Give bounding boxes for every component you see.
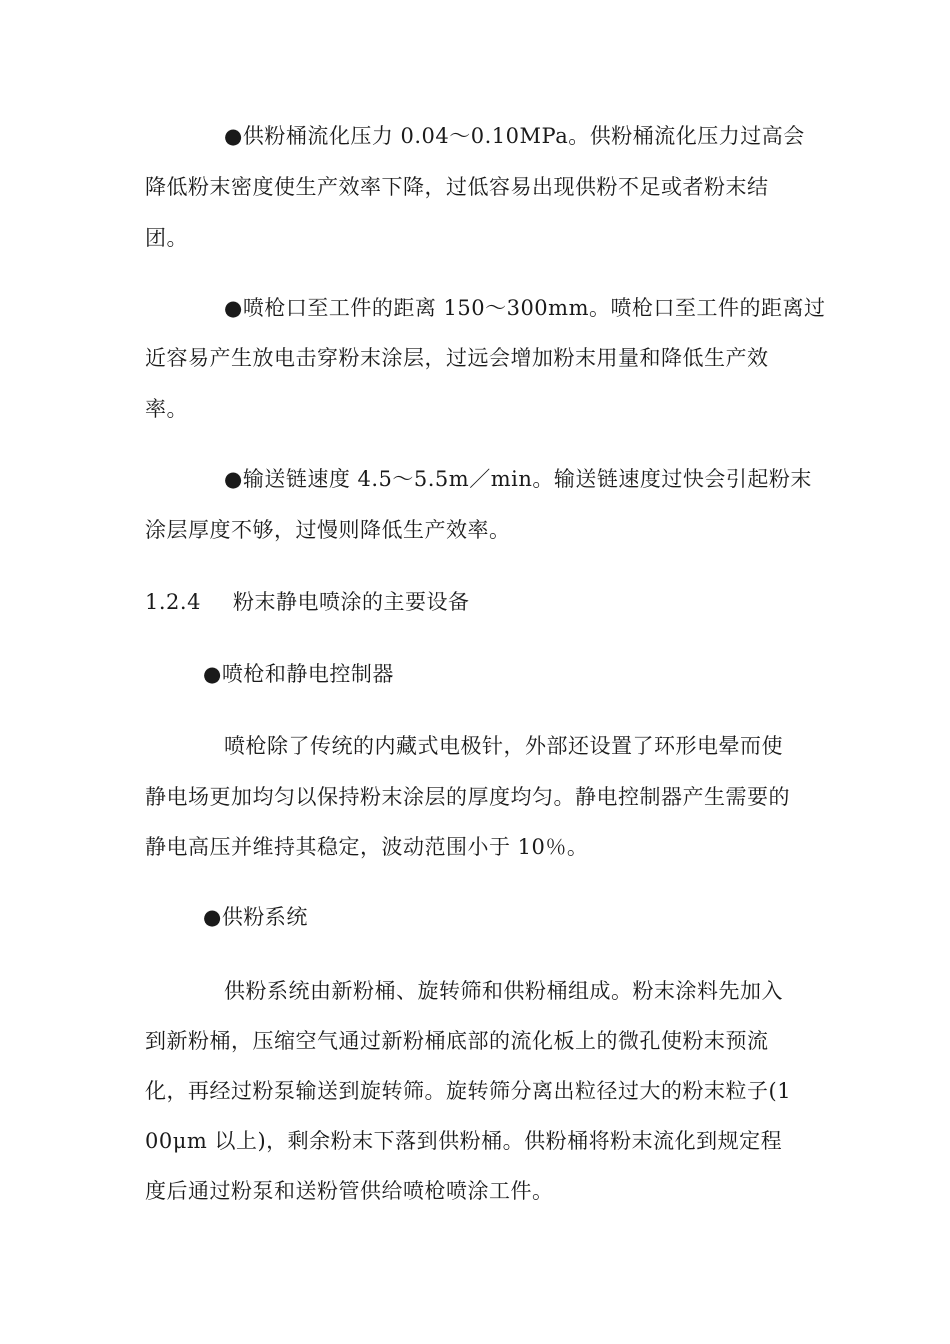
paragraph-line: 率。: [145, 397, 188, 421]
paragraph-line: 度后通过粉泵和送粉管供给喷枪喷涂工件。: [145, 1179, 554, 1203]
paragraph-line: 降低粉末密度使生产效率下降，过低容易出现供粉不足或者粉末结: [145, 175, 769, 199]
bullet-heading: ●供粉系统: [203, 905, 308, 929]
paragraph-line: 到新粉桶，压缩空气通过新粉桶底部的流化板上的微孔使粉末预流: [145, 1029, 769, 1053]
bullet-heading: ●喷枪和静电控制器: [203, 662, 394, 686]
paragraph-line: 静电高压并维持其稳定，波动范围小于 10％。: [145, 835, 589, 859]
paragraph-line: ●输送链速度 4.5～5.5m／min。输送链速度过快会引起粉末: [224, 467, 812, 491]
paragraph-line: 化，再经过粉泵输送到旋转筛。旋转筛分离出粒径过大的粉末粒子(1: [145, 1079, 792, 1103]
paragraph-line: 喷枪除了传统的内藏式电极针，外部还设置了环形电晕而使: [224, 734, 783, 758]
section-title: 粉末静电喷涂的主要设备: [233, 590, 470, 614]
paragraph-line: ●供粉桶流化压力 0.04～0.10MPa。供粉桶流化压力过高会: [224, 124, 805, 148]
paragraph-line: ●喷枪口至工件的距离 150～300mm。喷枪口至工件的距离过: [224, 296, 826, 320]
section-number: 1.2.4: [145, 590, 201, 614]
paragraph-line: 静电场更加均匀以保持粉末涂层的厚度均匀。静电控制器产生需要的: [145, 785, 790, 809]
paragraph-line: 团。: [145, 226, 188, 250]
paragraph-line: 近容易产生放电击穿粉末涂层，过远会增加粉末用量和降低生产效: [145, 346, 769, 370]
paragraph-line: 涂层厚度不够，过慢则降低生产效率。: [145, 518, 511, 542]
section-heading: [145, 587, 470, 617]
paragraph-line: 00μm 以上)，剩余粉末下落到供粉桶。供粉桶将粉末流化到规定程: [145, 1129, 783, 1153]
paragraph-line: 供粉系统由新粉桶、旋转筛和供粉桶组成。粉末涂料先加入: [224, 979, 783, 1003]
